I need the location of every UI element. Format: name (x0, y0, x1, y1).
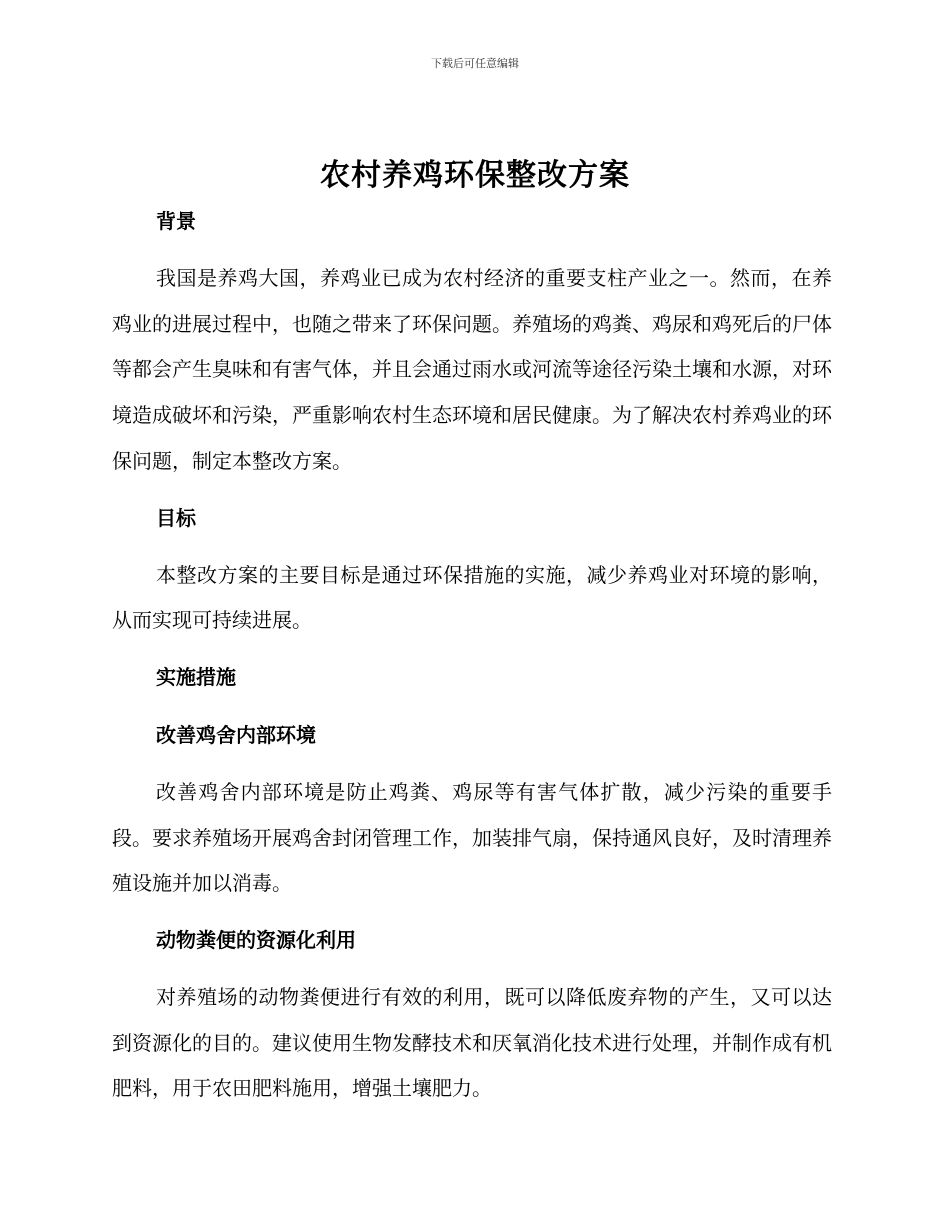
section-heading-measures: 实施措施 (156, 664, 236, 689)
section-paragraph-manure-reuse: 对养殖场的动物粪便进行有效的利用，既可以降低废弃物的产生，又可以达到资源化的目的。建议使用生物发酵技术和厌氧消化技术进行处理，并制作成有机肥料，用于农田肥料施用，增强土壤肥力。 (112, 985, 832, 1101)
document-body (112, 198, 832, 1112)
header-note: 下载后可任意编辑 (431, 57, 519, 70)
section-heading-manure-reuse: 动物粪便的资源化利用 (156, 928, 356, 953)
section-heading-improve-coop: 改善鸡舍内部环境 (156, 722, 316, 747)
section-heading-background: 背景 (156, 209, 196, 233)
section-paragraph-goal: 本整改方案的主要目标是通过环保措施的实施，减少养鸡业对环境的影响，从而实现可持续进展。 (112, 562, 832, 633)
section-paragraph-improve-coop: 改善鸡舍内部环境是防止鸡粪、鸡尿等有害气体扩散，减少污染的重要手段。要求养殖场开展鸡舍封闭管理工作，加装排气扇，保持通风良好，及时清理养殖设施并加以消毒。 (112, 779, 832, 896)
section-paragraph-background: 我国是养鸡大国，养鸡业已成为农村经济的重要支柱产业之一。然而，在养鸡业的进展过程中，也随之带来了环保问题。养殖场的鸡粪、鸡尿和鸡死后的尸体等都会产生臭味和有害气体，并且会通过雨水或河流等途径污染土壤和水源，对环境造成破坏和污染，严重影响农村生态环境和居民健康。为了解决农村养鸡业的环保问题，制定本整改方案。 (112, 266, 832, 473)
document-title: 农村养鸡环保整改方案 (320, 158, 630, 193)
section-heading-goal: 目标 (156, 505, 196, 530)
